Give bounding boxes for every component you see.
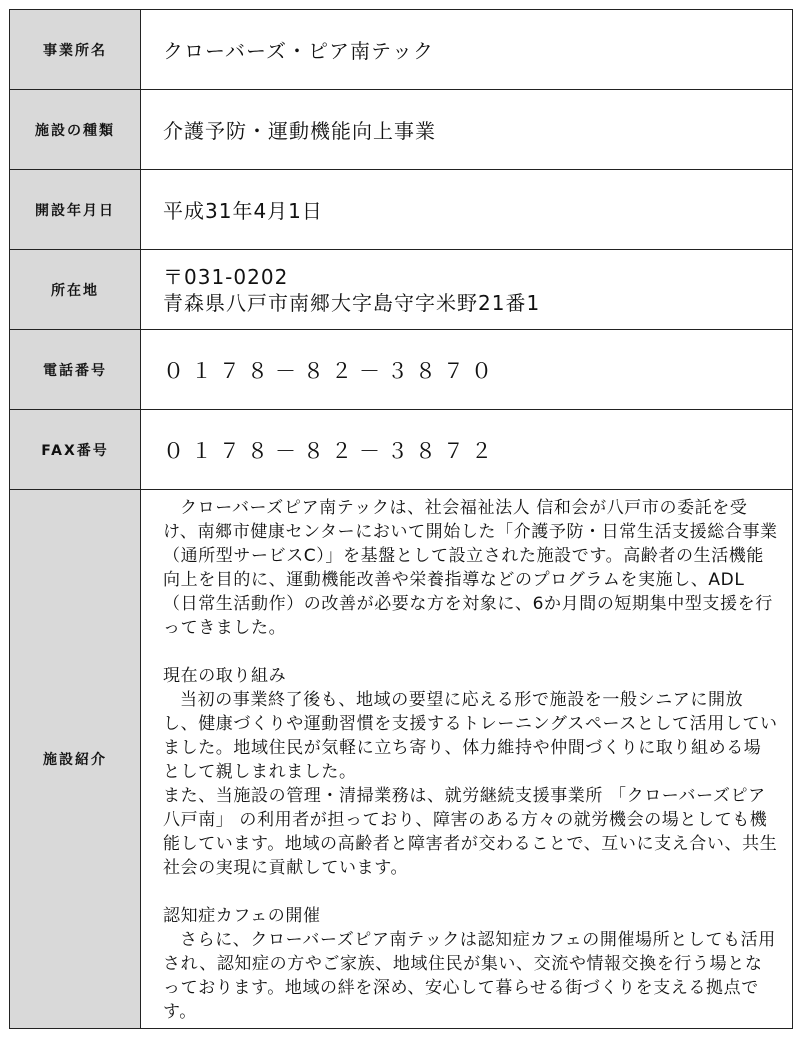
row-facility-name [10, 10, 793, 90]
fax-label: FAX番号 [10, 410, 141, 490]
spacer [163, 640, 778, 664]
facility-type-label: 施設の種類 [10, 90, 141, 170]
row-introduction [10, 490, 793, 1029]
section-heading-dementia-cafe: 認知症カフェの開催 [163, 906, 321, 926]
postal-code: 〒031-0202 [163, 264, 289, 289]
row-opening-date [10, 170, 793, 250]
fax-value: ０１７８－８２－３８７２ [141, 410, 793, 490]
row-address [10, 250, 793, 330]
street-address: 青森県八戸市南郷大字島守字米野21番1 [163, 290, 541, 315]
row-phone [10, 330, 793, 410]
intro-paragraph-2: 当初の事業終了後も、地域の要望に応える形で施設を一般シニアに開放し、健康づくりや運動習慣を支援するトレーニングスペースとして活用していました。地域住民が気軽に立ち寄り、体力維持や仲間づくりに取り組める場として親しまれました。 [163, 690, 778, 782]
section-heading-current-efforts: 現在の取り組み [163, 666, 287, 686]
address-label: 所在地 [10, 250, 141, 330]
address-value [141, 250, 793, 330]
opening-date-value: 平成31年4月1日 [141, 170, 793, 250]
facility-name-value: クローバーズ・ピア南テック [141, 10, 793, 90]
opening-date-label: 開設年月日 [10, 170, 141, 250]
facility-info-table [9, 9, 793, 1029]
spacer [163, 880, 778, 904]
row-facility-type [10, 90, 793, 170]
intro-paragraph-1: クローバーズピア南テックは、社会福祉法人 信和会が八戸市の委託を受け、南郷市健康センターにおいて開始した「介護予防・日常生活支援総合事業（通所型サービスC）」を基盤として設立された施設です。高齢者の生活機能向上を目的に、運動機能改善や栄養指導などのプログラムを実施し、ADL（日常生活動作）の改善が必要な方を対象に、6か月間の短期集中型支援を行ってきました。 [163, 498, 778, 638]
phone-value: ０１７８－８２－３８７０ [141, 330, 793, 410]
facility-name-label: 事業所名 [10, 10, 141, 90]
introduction-label: 施設紹介 [10, 490, 141, 1029]
phone-label: 電話番号 [10, 330, 141, 410]
intro-paragraph-4: さらに、クローバーズピア南テックは認知症カフェの開催場所としても活用され、認知症の方やご家族、地域住民が集い、交流や情報交換を行う場となっております。地域の絆を深め、安心して暮らせる街づくりを支える拠点です。 [163, 930, 776, 1022]
row-fax [10, 410, 793, 490]
introduction-text [141, 490, 793, 1029]
intro-paragraph-3: また、当施設の管理・清掃業務は、就労継続支援事業所 「クローバーズピア八戸南」 の利用者が担っており、障害のある方々の就労機会の場としても機能しています。地域の高齢者と障害者が交わることで、互いに支え合い、共生社会の実現に貢献しています。 [163, 786, 778, 878]
facility-type-value: 介護予防・運動機能向上事業 [141, 90, 793, 170]
